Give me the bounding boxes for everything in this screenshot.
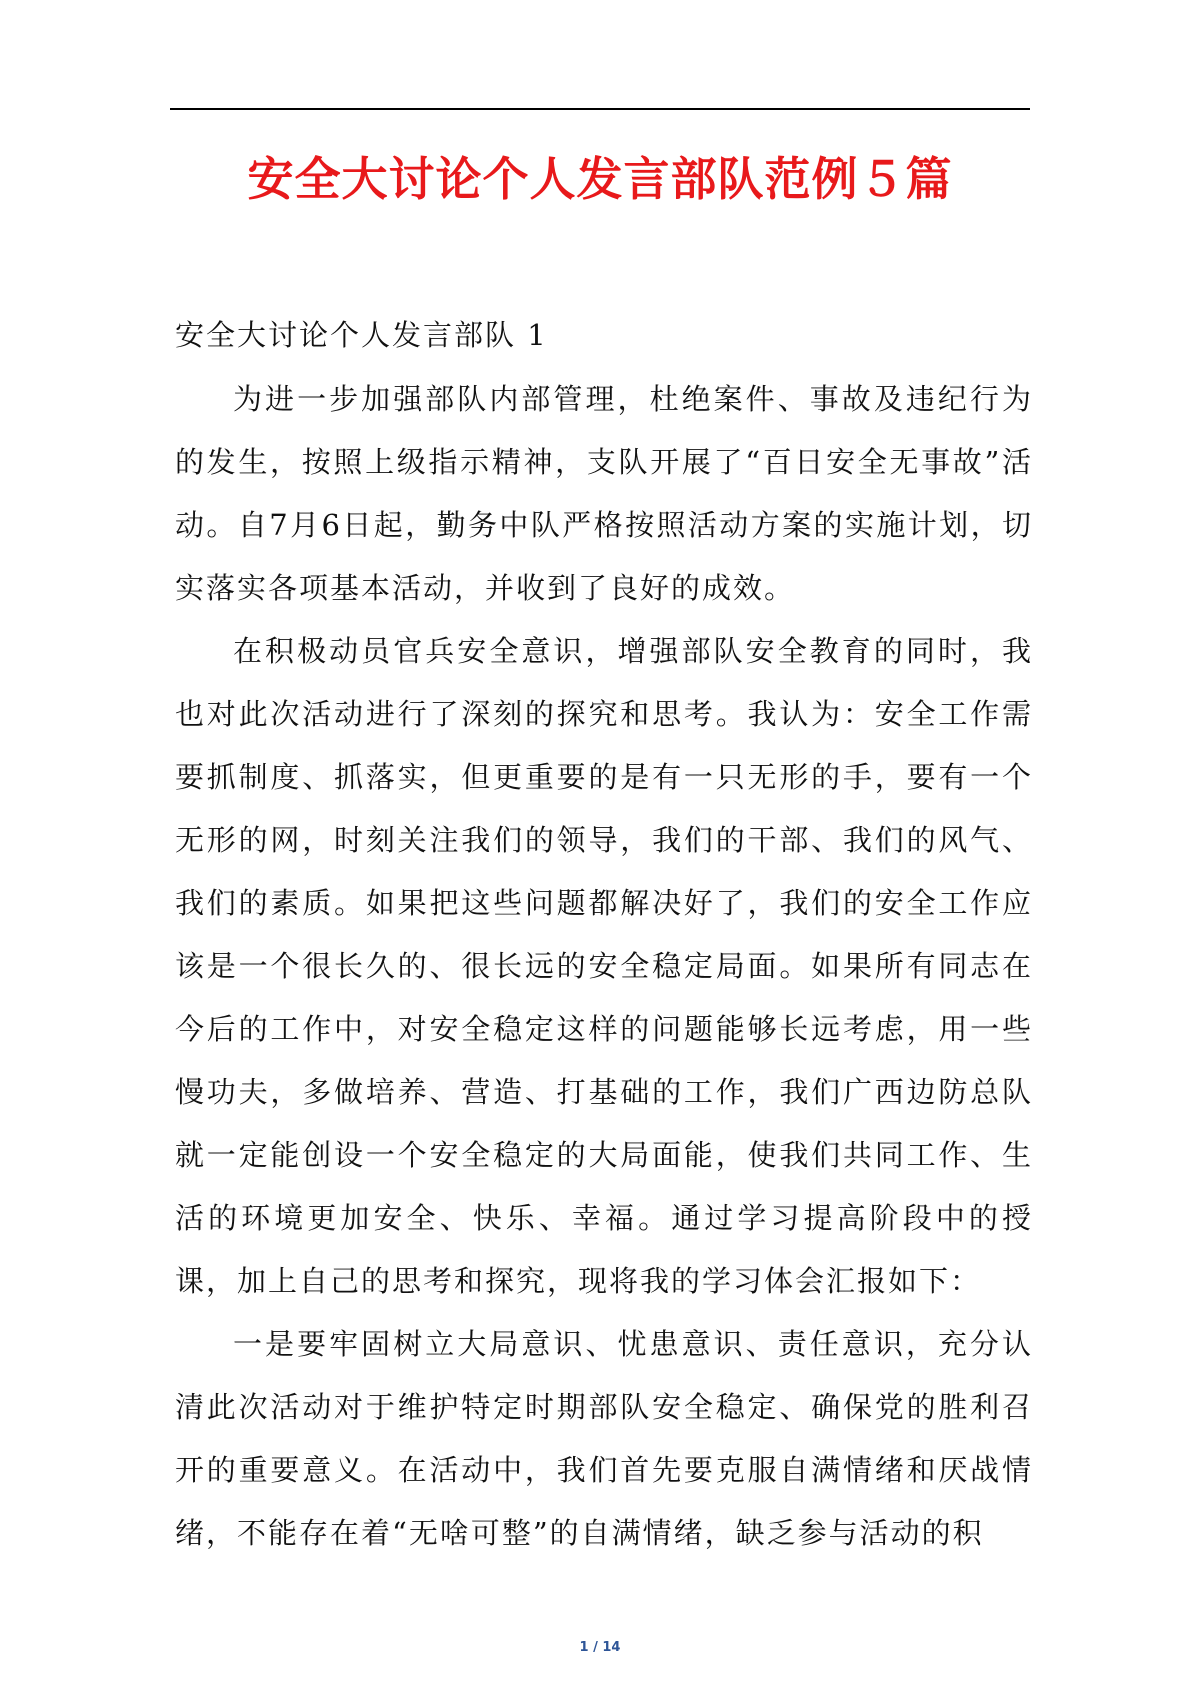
section-heading: 安全大讨论个人发言部队 1: [175, 318, 548, 352]
paragraph: 为进一步加强部队内部管理，杜绝案件、事故及违纪行为的发生，按照上级指示精神，支队开展了“百日安全无事故”活动。自7月6日起，勤务中队严格按照活动方案的实施计划，切实落实各项基本活动，并收到了良好的成效。: [175, 382, 1033, 605]
body-text: [175, 368, 1033, 1565]
page-number: 1 / 14: [579, 1640, 621, 1655]
document-title: 安全大讨论个人发言部队范例５篇: [247, 151, 953, 206]
paragraph: 在积极动员官兵安全意识，增强部队安全教育的同时，我也对此次活动进行了深刻的探究和思考。我认为：安全工作需要抓制度、抓落实，但更重要的是有一只无形的手，要有一个无形的网，时刻关注我们的领导，我们的干部、我们的风气、我们的素质。如果把这些问题都解决好了，我们的安全工作应该是一个很长久的、很长远的安全稳定局面。如果所有同志在今后的工作中，对安全稳定这样的问题能够长远考虑，用一些慢功夫，多做培养、营造、打基础的工作，我们广西边防总队就一定能创设一个安全稳定的大局面能，使我们共同工作、生活的环境更加安全、快乐、幸福。通过学习提高阶段中的授课，加上自己的思考和探究，现将我的学习体会汇报如下：: [175, 634, 1033, 1298]
paragraph: 一是要牢固树立大局意识、忧患意识、责任意识，充分认清此次活动对于维护特定时期部队安全稳定、确保党的胜利召开的重要意义。在活动中，我们首先要克服自满情绪和厌战情绪，不能存在着“无啥可整”的自满情绪，缺乏参与活动的积: [175, 1327, 1033, 1550]
top-rule: [170, 108, 1030, 110]
